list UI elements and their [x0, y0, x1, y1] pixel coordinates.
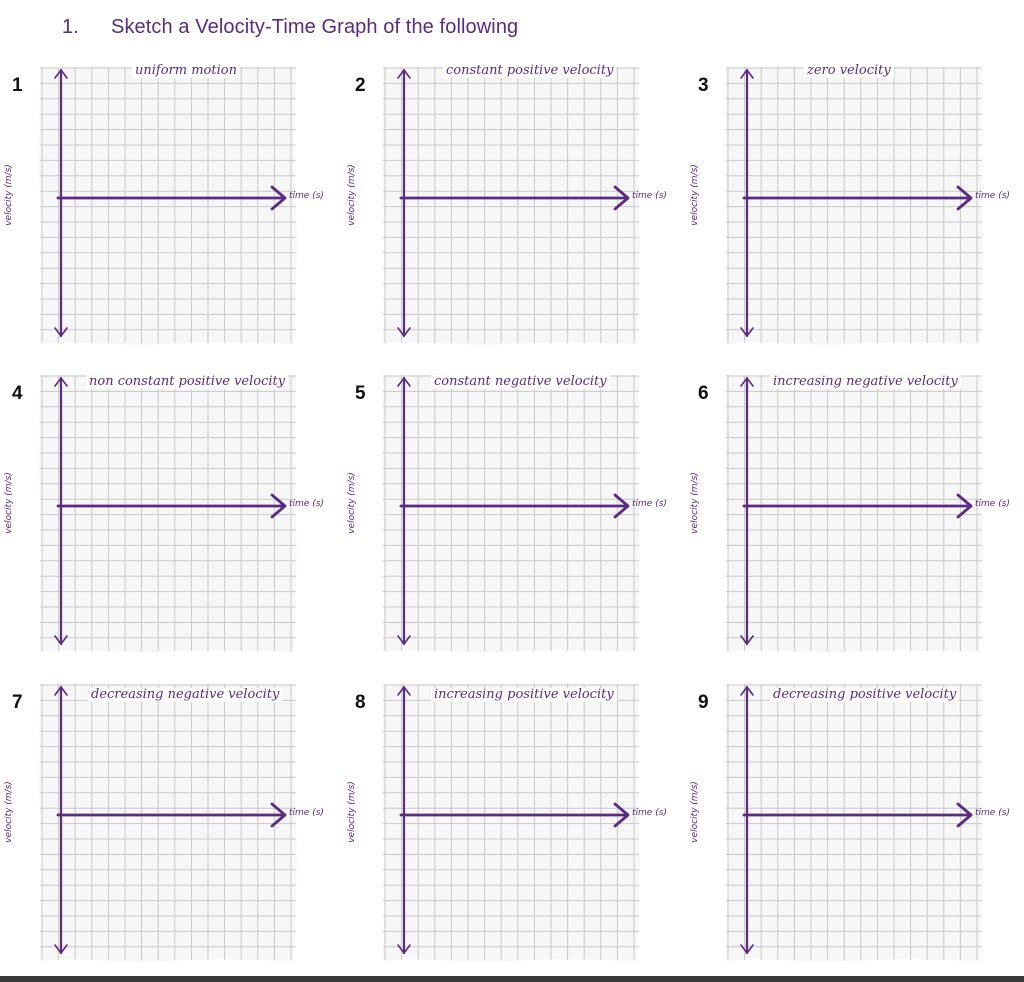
graph-number: 5: [355, 383, 366, 404]
y-axis-label: velocity (m/s): [346, 164, 357, 226]
graph-number: 7: [12, 692, 23, 713]
graph-number: 4: [12, 383, 23, 404]
graph-cell: [0, 366, 340, 666]
graph-cell: [343, 675, 683, 975]
graph-label: decreasing positive velocity: [770, 688, 959, 702]
graph-label: non constant positive velocity: [86, 375, 288, 389]
graph-number: 1: [12, 75, 23, 96]
x-axis-label: time (s): [975, 191, 1010, 201]
graph-paper[interactable]: [381, 681, 641, 963]
graph-number: 3: [698, 75, 709, 96]
question-number: 1.: [62, 16, 79, 38]
x-axis-label: time (s): [289, 191, 324, 201]
graph-cell: [0, 675, 340, 975]
graph-label: zero velocity: [804, 64, 894, 78]
y-axis-label: velocity (m/s): [3, 164, 14, 226]
graph-cell: [343, 58, 683, 358]
graph-number: 8: [355, 692, 366, 713]
graph-label: increasing positive velocity: [431, 688, 617, 702]
graph-paper[interactable]: [381, 64, 641, 346]
graph-paper[interactable]: [381, 372, 641, 654]
y-axis-label: velocity (m/s): [346, 472, 357, 534]
y-axis-label: velocity (m/s): [3, 472, 14, 534]
x-axis-label: time (s): [289, 499, 324, 509]
x-axis-label: time (s): [632, 808, 667, 818]
x-axis-label: time (s): [975, 808, 1010, 818]
graph-paper[interactable]: [38, 372, 298, 654]
x-axis-label: time (s): [632, 499, 667, 509]
graph-label: decreasing negative velocity: [88, 688, 282, 702]
y-axis-label: velocity (m/s): [689, 781, 700, 843]
graph-paper[interactable]: [724, 64, 984, 346]
graph-label: constant negative velocity: [431, 375, 610, 389]
bottom-bar: [0, 976, 1024, 982]
graph-cell: [343, 366, 683, 666]
x-axis-label: time (s): [289, 808, 324, 818]
graph-label: increasing negative velocity: [770, 375, 961, 389]
graph-number: 6: [698, 383, 709, 404]
x-axis-label: time (s): [632, 191, 667, 201]
graph-label: uniform motion: [132, 64, 240, 78]
graph-paper[interactable]: [724, 372, 984, 654]
graph-number: 9: [698, 692, 709, 713]
y-axis-label: velocity (m/s): [346, 781, 357, 843]
y-axis-label: velocity (m/s): [3, 781, 14, 843]
graph-cell: [686, 366, 1024, 666]
graph-cell: [686, 675, 1024, 975]
y-axis-label: velocity (m/s): [689, 164, 700, 226]
graph-cell: [686, 58, 1024, 358]
graph-label: constant positive velocity: [443, 64, 616, 78]
graph-cell: [0, 58, 340, 358]
question-header: [0, 0, 1024, 60]
graph-paper[interactable]: [38, 681, 298, 963]
graph-number: 2: [355, 75, 366, 96]
graph-paper[interactable]: [724, 681, 984, 963]
x-axis-label: time (s): [975, 499, 1010, 509]
question-title: Sketch a Velocity-Time Graph of the following: [111, 16, 519, 38]
graph-paper[interactable]: [38, 64, 298, 346]
y-axis-label: velocity (m/s): [689, 472, 700, 534]
